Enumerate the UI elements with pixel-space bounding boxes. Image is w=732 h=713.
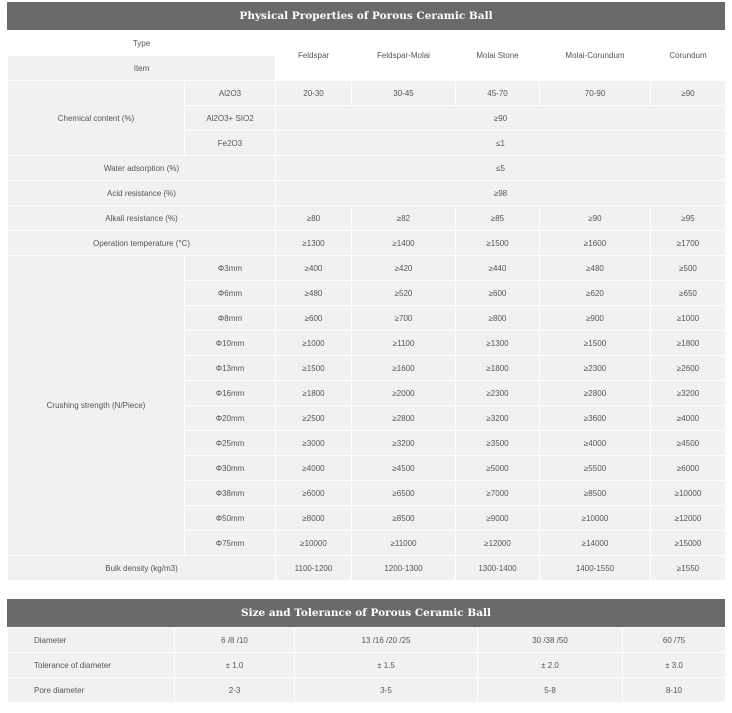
table-cell: ≥82	[352, 206, 456, 231]
table-row	[8, 181, 726, 206]
table-cell: ≥400	[276, 256, 352, 281]
row-label: Crushing strength (N/Piece)	[8, 256, 185, 556]
table-cell: ≥85	[456, 206, 540, 231]
table-cell: ± 2.0	[478, 653, 623, 678]
table-cell: ≥4000	[651, 406, 726, 431]
table-cell: 45-70	[456, 81, 540, 106]
table-cell: 13 /16 /20 /25	[295, 628, 478, 653]
table1-title: Physical Properties of Porous Ceramic Ball	[7, 2, 725, 30]
table-cell: 60 /75	[623, 628, 726, 653]
table-cell: ≥1500	[456, 231, 540, 256]
sub-row-label: Φ10mm	[185, 331, 276, 356]
table-cell: 8-10	[623, 678, 726, 703]
table-cell: 3-5	[295, 678, 478, 703]
table-cell: ≥600	[456, 281, 540, 306]
table-cell: ≥500	[651, 256, 726, 281]
table-cell: ≥1800	[456, 356, 540, 381]
table-cell: 20-30	[276, 81, 352, 106]
column-header: Corundum	[651, 31, 726, 81]
sub-row-label: Al2O3	[185, 81, 276, 106]
table-cell: ≥4000	[540, 431, 651, 456]
table-cell: ≥10000	[651, 481, 726, 506]
table-cell: ≥6000	[651, 456, 726, 481]
table-cell: 30-45	[352, 81, 456, 106]
sub-row-label: Φ50mm	[185, 506, 276, 531]
sub-row-label: Φ30mm	[185, 456, 276, 481]
table2-title: Size and Tolerance of Porous Ceramic Ball	[7, 599, 725, 627]
table-cell: ≥1000	[276, 331, 352, 356]
table-row	[8, 678, 726, 703]
sub-row-label: Fe2O3	[185, 131, 276, 156]
table-cell: ± 3.0	[623, 653, 726, 678]
table-cell: ≥420	[352, 256, 456, 281]
table-cell: 1300-1400	[456, 556, 540, 581]
table-cell: 1400-1550	[540, 556, 651, 581]
table-cell: ≥5000	[456, 456, 540, 481]
row-label: Chemical content (%)	[8, 81, 185, 156]
table-cell: ≥620	[540, 281, 651, 306]
table-cell: ≥8000	[276, 506, 352, 531]
table-cell: ≥480	[276, 281, 352, 306]
table-cell: 2-3	[175, 678, 295, 703]
row-label: Water adsorption (%)	[8, 156, 276, 181]
physical-properties-table	[7, 30, 726, 581]
table-row	[8, 231, 726, 256]
table-cell: ≥6000	[276, 481, 352, 506]
table-row	[8, 628, 726, 653]
table-cell: ≥1300	[276, 231, 352, 256]
table-cell: ≥1100	[352, 331, 456, 356]
table-cell: ≥650	[651, 281, 726, 306]
table-cell: ≥700	[352, 306, 456, 331]
table-cell: ≥1600	[352, 356, 456, 381]
table-cell: ≥8500	[352, 506, 456, 531]
table-cell: ≥800	[456, 306, 540, 331]
sub-row-label: Φ75mm	[185, 531, 276, 556]
table-cell: ≥2300	[456, 381, 540, 406]
table-cell: ≥900	[540, 306, 651, 331]
type-header: Type	[8, 31, 276, 56]
table-cell: ≥480	[540, 256, 651, 281]
table-cell: ≥2800	[352, 406, 456, 431]
table-cell: ≥1300	[456, 331, 540, 356]
sub-row-label: Φ16mm	[185, 381, 276, 406]
table-cell: ≥8500	[540, 481, 651, 506]
table-cell: ≥1800	[651, 331, 726, 356]
table-cell: ≥2300	[540, 356, 651, 381]
table-cell: ≥80	[276, 206, 352, 231]
table-cell: 30 /38 /50	[478, 628, 623, 653]
table-cell: ≥1550	[651, 556, 726, 581]
table-cell: ≤5	[276, 156, 726, 181]
table-cell: ≥3200	[352, 431, 456, 456]
table-cell: ≥3000	[276, 431, 352, 456]
table-cell: ≥440	[456, 256, 540, 281]
row-label: Diameter	[8, 628, 175, 653]
row-label: Alkali resistance (%)	[8, 206, 276, 231]
row-label: Pore diameter	[8, 678, 175, 703]
table-cell: ≥1500	[540, 331, 651, 356]
row-label: Operation temperature (°C)	[8, 231, 276, 256]
sub-row-label: Φ13mm	[185, 356, 276, 381]
sub-row-label: Al2O3+ SIO2	[185, 106, 276, 131]
table-cell: ≥1600	[540, 231, 651, 256]
table-cell: ≥1000	[651, 306, 726, 331]
table-cell: ≥10000	[540, 506, 651, 531]
sub-row-label: Φ25mm	[185, 431, 276, 456]
table-cell: ≥1500	[276, 356, 352, 381]
row-label: Tolerance of diameter	[8, 653, 175, 678]
sub-row-label: Φ3mm	[185, 256, 276, 281]
item-header: Item	[8, 56, 276, 81]
column-header: Feldspar-Molai	[352, 31, 456, 81]
table-cell: ≥7000	[456, 481, 540, 506]
table-cell: ≥4500	[352, 456, 456, 481]
table-row	[8, 256, 726, 281]
table-cell: ≥4500	[651, 431, 726, 456]
table-cell: ≥2800	[540, 381, 651, 406]
table-cell: ≥12000	[456, 531, 540, 556]
table-cell: ± 1.5	[295, 653, 478, 678]
table-cell: ≥3200	[651, 381, 726, 406]
table-row	[8, 156, 726, 181]
table-cell: ≥2600	[651, 356, 726, 381]
sub-row-label: Φ20mm	[185, 406, 276, 431]
table-cell: ≥11000	[352, 531, 456, 556]
table-cell: ≥9000	[456, 506, 540, 531]
column-header: Molai-Corundum	[540, 31, 651, 81]
table-cell: ≤1	[276, 131, 726, 156]
table-cell: ≥98	[276, 181, 726, 206]
table-cell: ≥95	[651, 206, 726, 231]
table-cell: 1100-1200	[276, 556, 352, 581]
table-cell: ≥1400	[352, 231, 456, 256]
table-cell: 1200-1300	[352, 556, 456, 581]
table-cell: ≥3200	[456, 406, 540, 431]
column-header: Molai Stone	[456, 31, 540, 81]
table-row	[8, 31, 726, 56]
column-header: Feldspar	[276, 31, 352, 81]
table-row	[8, 556, 726, 581]
table-cell: ≥90	[276, 106, 726, 131]
row-label: Bulk density (kg/m3)	[8, 556, 276, 581]
sub-row-label: Φ8mm	[185, 306, 276, 331]
table-cell: ≥10000	[276, 531, 352, 556]
table-cell: ≥3600	[540, 406, 651, 431]
table-cell: ≥12000	[651, 506, 726, 531]
table-cell: ≥600	[276, 306, 352, 331]
row-label: Acid resistance (%)	[8, 181, 276, 206]
table-cell: 70-90	[540, 81, 651, 106]
table-cell: ≥1800	[276, 381, 352, 406]
size-tolerance-table	[7, 627, 726, 703]
table-cell: ≥1700	[651, 231, 726, 256]
table-cell: ≥5500	[540, 456, 651, 481]
sub-row-label: Φ6mm	[185, 281, 276, 306]
table-cell: ± 1.0	[175, 653, 295, 678]
table-cell: ≥2000	[352, 381, 456, 406]
table-cell: ≥2500	[276, 406, 352, 431]
table-cell: 6 /8 /10	[175, 628, 295, 653]
table-cell: 5-8	[478, 678, 623, 703]
table-cell: ≥14000	[540, 531, 651, 556]
table-row	[8, 206, 726, 231]
table-cell: ≥4000	[276, 456, 352, 481]
table-row	[8, 81, 726, 106]
table-cell: ≥90	[651, 81, 726, 106]
table-cell: ≥3500	[456, 431, 540, 456]
table-cell: ≥6500	[352, 481, 456, 506]
table-cell: ≥15000	[651, 531, 726, 556]
table-cell: ≥520	[352, 281, 456, 306]
sub-row-label: Φ38mm	[185, 481, 276, 506]
table-cell: ≥90	[540, 206, 651, 231]
table-row	[8, 653, 726, 678]
